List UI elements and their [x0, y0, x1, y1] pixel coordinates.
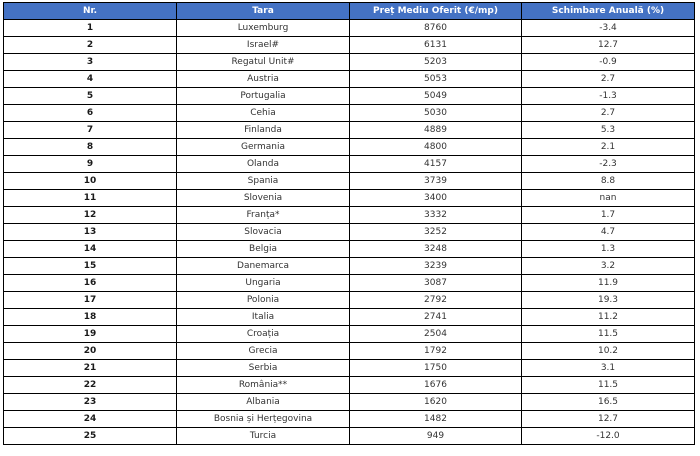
- cell-schimbare: 4.7: [522, 224, 695, 241]
- cell-schimbare: nan: [522, 190, 695, 207]
- table-row: [4, 88, 695, 105]
- cell-tara: Finlanda: [177, 122, 350, 139]
- cell-tara: Bosnia și Herțegovina: [177, 411, 350, 428]
- cell-pret: 5053: [350, 71, 522, 88]
- cell-tara: Danemarca: [177, 258, 350, 275]
- cell-pret: 1676: [350, 377, 522, 394]
- table-row: [4, 105, 695, 122]
- cell-schimbare: 3.2: [522, 258, 695, 275]
- cell-tara: Polonia: [177, 292, 350, 309]
- cell-tara: Luxemburg: [177, 20, 350, 37]
- price-table: [3, 2, 695, 445]
- table-row: [4, 190, 695, 207]
- cell-nr: 10: [4, 173, 177, 190]
- cell-pret: 949: [350, 428, 522, 445]
- cell-pret: 1482: [350, 411, 522, 428]
- cell-schimbare: 11.5: [522, 377, 695, 394]
- cell-nr: 18: [4, 309, 177, 326]
- cell-schimbare: -1.3: [522, 88, 695, 105]
- cell-schimbare: 11.5: [522, 326, 695, 343]
- cell-nr: 2: [4, 37, 177, 54]
- cell-pret: 5049: [350, 88, 522, 105]
- cell-schimbare: 2.1: [522, 139, 695, 156]
- cell-schimbare: -3.4: [522, 20, 695, 37]
- column-header-schimbare: Schimbare Anuală (%): [522, 3, 695, 20]
- cell-nr: 7: [4, 122, 177, 139]
- cell-pret: 4157: [350, 156, 522, 173]
- cell-nr: 13: [4, 224, 177, 241]
- cell-tara: Franța*: [177, 207, 350, 224]
- table-row: [4, 173, 695, 190]
- cell-tara: Ungaria: [177, 275, 350, 292]
- cell-schimbare: 12.7: [522, 411, 695, 428]
- cell-schimbare: 1.7: [522, 207, 695, 224]
- cell-tara: Germania: [177, 139, 350, 156]
- cell-tara: România**: [177, 377, 350, 394]
- cell-tara: Portugalia: [177, 88, 350, 105]
- cell-nr: 11: [4, 190, 177, 207]
- cell-pret: 1750: [350, 360, 522, 377]
- cell-nr: 6: [4, 105, 177, 122]
- cell-tara: Albania: [177, 394, 350, 411]
- table-row: [4, 37, 695, 54]
- cell-pret: 3239: [350, 258, 522, 275]
- cell-pret: 8760: [350, 20, 522, 37]
- cell-tara: Grecia: [177, 343, 350, 360]
- cell-tara: Slovacia: [177, 224, 350, 241]
- cell-tara: Cehia: [177, 105, 350, 122]
- table-row: [4, 258, 695, 275]
- table-row: [4, 20, 695, 37]
- cell-pret: 3248: [350, 241, 522, 258]
- header-row: [4, 3, 695, 20]
- cell-tara: Olanda: [177, 156, 350, 173]
- cell-nr: 8: [4, 139, 177, 156]
- cell-schimbare: 12.7: [522, 37, 695, 54]
- cell-schimbare: 8.8: [522, 173, 695, 190]
- cell-nr: 24: [4, 411, 177, 428]
- cell-schimbare: 5.3: [522, 122, 695, 139]
- cell-nr: 3: [4, 54, 177, 71]
- cell-pret: 2504: [350, 326, 522, 343]
- table-row: [4, 309, 695, 326]
- cell-schimbare: 11.2: [522, 309, 695, 326]
- cell-nr: 21: [4, 360, 177, 377]
- cell-nr: 19: [4, 326, 177, 343]
- cell-schimbare: 19.3: [522, 292, 695, 309]
- table-row: [4, 411, 695, 428]
- cell-schimbare: 2.7: [522, 105, 695, 122]
- cell-tara: Spania: [177, 173, 350, 190]
- table-row: [4, 71, 695, 88]
- cell-nr: 22: [4, 377, 177, 394]
- cell-pret: 5203: [350, 54, 522, 71]
- cell-pret: 3252: [350, 224, 522, 241]
- cell-nr: 12: [4, 207, 177, 224]
- table-row: [4, 275, 695, 292]
- cell-pret: 1792: [350, 343, 522, 360]
- cell-pret: 1620: [350, 394, 522, 411]
- column-header-tara: Tara: [177, 3, 350, 20]
- cell-tara: Turcia: [177, 428, 350, 445]
- cell-schimbare: 16.5: [522, 394, 695, 411]
- cell-tara: Slovenia: [177, 190, 350, 207]
- cell-pret: 2741: [350, 309, 522, 326]
- table-row: [4, 122, 695, 139]
- column-header-nr: Nr.: [4, 3, 177, 20]
- cell-pret: 6131: [350, 37, 522, 54]
- cell-nr: 14: [4, 241, 177, 258]
- table-row: [4, 156, 695, 173]
- cell-tara: Belgia: [177, 241, 350, 258]
- table-row: [4, 207, 695, 224]
- cell-nr: 1: [4, 20, 177, 37]
- cell-pret: 4889: [350, 122, 522, 139]
- cell-nr: 9: [4, 156, 177, 173]
- cell-tara: Austria: [177, 71, 350, 88]
- cell-nr: 15: [4, 258, 177, 275]
- cell-nr: 25: [4, 428, 177, 445]
- table-row: [4, 139, 695, 156]
- table-row: [4, 360, 695, 377]
- cell-tara: Israel#: [177, 37, 350, 54]
- cell-schimbare: -12.0: [522, 428, 695, 445]
- cell-tara: Italia: [177, 309, 350, 326]
- cell-schimbare: 11.9: [522, 275, 695, 292]
- cell-nr: 4: [4, 71, 177, 88]
- cell-schimbare: 1.3: [522, 241, 695, 258]
- table-row: [4, 343, 695, 360]
- table-row: [4, 326, 695, 343]
- table-row: [4, 428, 695, 445]
- cell-schimbare: 10.2: [522, 343, 695, 360]
- cell-pret: 3739: [350, 173, 522, 190]
- cell-tara: Serbia: [177, 360, 350, 377]
- cell-nr: 17: [4, 292, 177, 309]
- table-row: [4, 241, 695, 258]
- cell-schimbare: -2.3: [522, 156, 695, 173]
- table-row: [4, 224, 695, 241]
- cell-tara: Croația: [177, 326, 350, 343]
- table-body: [4, 20, 695, 445]
- cell-tara: Regatul Unit#: [177, 54, 350, 71]
- cell-nr: 5: [4, 88, 177, 105]
- column-header-pret: Preț Mediu Oferit (€/mp): [350, 3, 522, 20]
- cell-schimbare: 2.7: [522, 71, 695, 88]
- cell-pret: 3087: [350, 275, 522, 292]
- cell-pret: 4800: [350, 139, 522, 156]
- cell-nr: 23: [4, 394, 177, 411]
- table-row: [4, 377, 695, 394]
- cell-schimbare: -0.9: [522, 54, 695, 71]
- cell-schimbare: 3.1: [522, 360, 695, 377]
- cell-pret: 2792: [350, 292, 522, 309]
- cell-pret: 3400: [350, 190, 522, 207]
- table-row: [4, 394, 695, 411]
- cell-nr: 20: [4, 343, 177, 360]
- cell-pret: 5030: [350, 105, 522, 122]
- cell-nr: 16: [4, 275, 177, 292]
- table-row: [4, 54, 695, 71]
- table-row: [4, 292, 695, 309]
- cell-pret: 3332: [350, 207, 522, 224]
